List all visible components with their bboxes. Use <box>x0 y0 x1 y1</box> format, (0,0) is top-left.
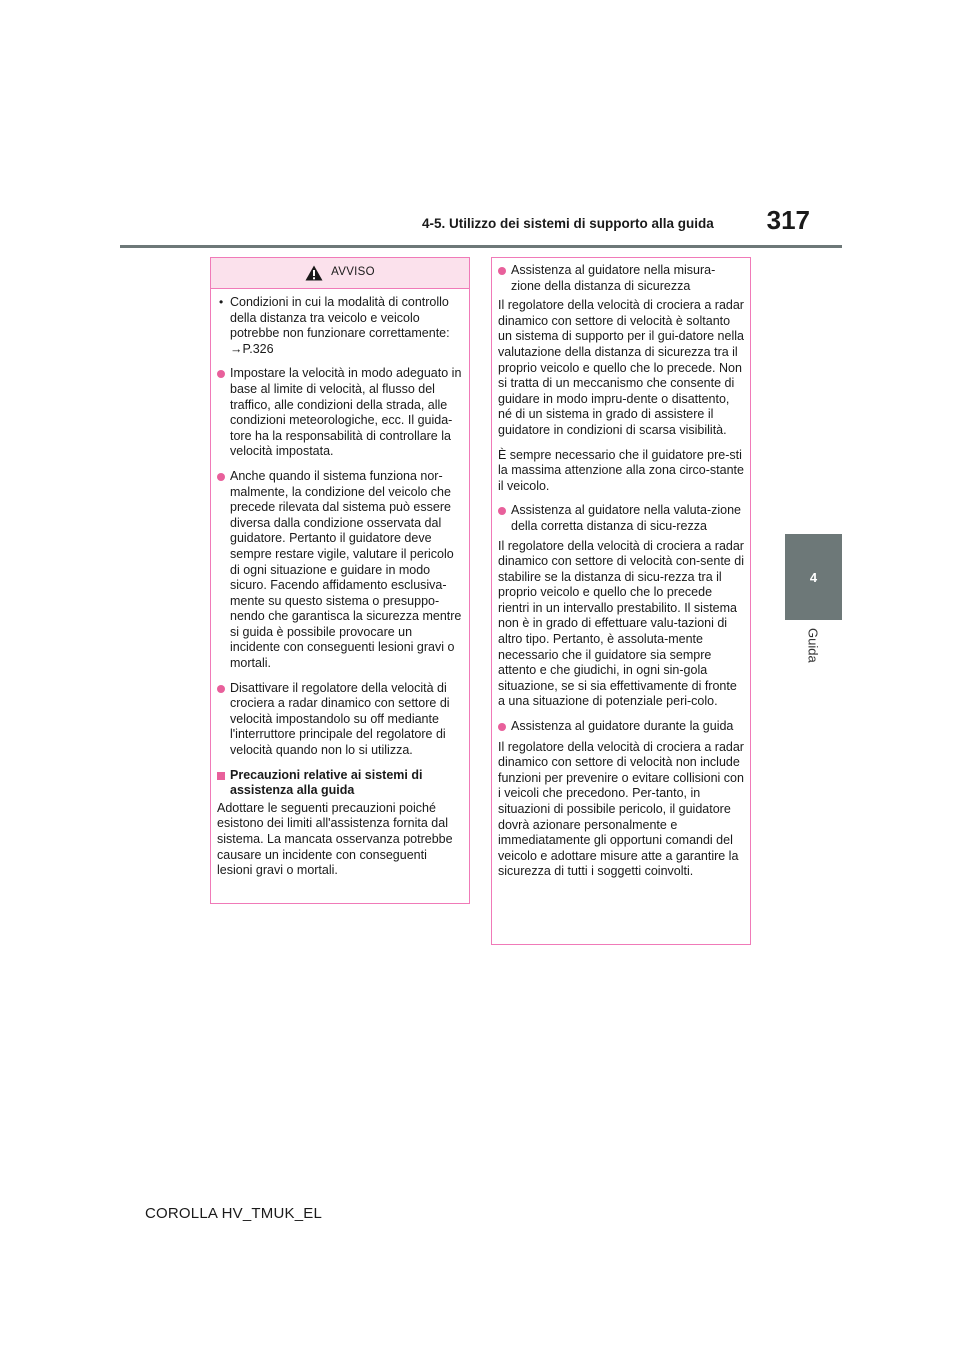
header-rule <box>120 245 842 248</box>
list-item <box>217 295 463 357</box>
list-item <box>498 503 744 534</box>
bullet-dot-icon <box>498 267 506 275</box>
square-bullet-icon <box>217 772 225 780</box>
warning-triangle-icon <box>305 265 323 281</box>
item-paragraph: Il regolatore della velocità di crociera a radar dinamico con settore di velocità non include funzioni per prevenire o evitare collisioni con i veicoli che precedono. Per-tanto, in situazioni di possibile pericolo, il guidatore dovrà azionare personalmente e immediatamente gli opportuni comandi del veicolo e adottare misure atte a garantire la sicurezza di tutti i soggetti coinvolti. <box>498 739 744 879</box>
chapter-number: 4 <box>809 569 818 585</box>
list-item <box>498 263 744 294</box>
item-title: Assistenza al guidatore durante la guida <box>511 719 734 734</box>
bullet-dot-icon <box>217 370 225 378</box>
subheading-paragraph: Adottare le seguenti precauzioni poiché esistono dei limiti all'assistenza fornita dal sistema. La mancata osservanza potrebbe causare un incidente con conseguenti lesioni gravi o mortali. <box>217 800 453 878</box>
bullet-dot-icon <box>498 507 506 515</box>
footer-model: COROLLA HV_TMUK_EL <box>145 1205 322 1222</box>
item-title: Assistenza al guidatore nella misura-zione della distanza di sicurezza <box>511 263 716 293</box>
bullet-icon: • <box>219 295 224 309</box>
item-paragraph: Il regolatore della velocità di crociera a radar dinamico con settore di velocità è soltanto un sistema di supporto per il gui-datore nella valutazione della distanza di sicurezza tra il proprio veicolo e quello che lo precede. Non si tratta di un meccanismo che consente di guidare in modo impru-dente o disattento, né di un sistema in grado di assistere il guidatore in condizioni di scarsa visibilità. <box>498 298 744 437</box>
bullet-dot-icon <box>217 685 225 693</box>
list-item <box>217 366 463 460</box>
warning-box <box>210 257 470 904</box>
page-number: 317 <box>766 205 810 235</box>
item-text: Anche quando il sistema funziona nor-malmente, la condizione del veicolo che precede rilevata dal sistema può essere diversa dalla condizione osservata dal guidatore. Pertanto il guidatore deve sempre restare vigile, valutare il pericolo di ogni situazione e guidare in modo sicuro. Facendo affidamento esclusiva-mente su questo sistema o presuppo-nendo che garantisca la sicurezza mentre si guida è possibile provocare un incidente con conseguenti lesioni gravi o mortali. <box>230 468 462 671</box>
item-title: Assistenza al guidatore nella valuta-zione della corretta distanza di sicu-rezza <box>511 503 741 533</box>
bullet-dot-icon <box>498 723 506 731</box>
item-text: Impostare la velocità in modo adeguato in base al limite di velocità, al flusso del traffico, alle condizioni della strada, alle condizioni meteorologiche, ecc. Il guida-tore ha la responsabilità di controllare la velocità impostata. <box>230 366 462 459</box>
subheading-text: Precauzioni relative ai sistemi di assistenza alla guida <box>230 767 423 798</box>
chapter-label: Guida <box>805 628 821 663</box>
subheading <box>217 768 463 799</box>
list-item <box>498 719 744 736</box>
list-item <box>217 469 463 672</box>
item-paragraph: Il regolatore della velocità di crociera a radar dinamico con settore di velocità con-sente di stabilire se la distanza di sicu-rezza tra il proprio veicolo e quello che lo precede rientri in un intervallo prestabilito. Il sistema non è in grado di effettuare valu-tazioni di altro tipo. Pertanto, è assoluta-mente necessario che il guidatore sia sempre attento e che giudichi, in ogni sin-gola situazione, se si sia effettivamente di fronte a una situazione di potenziale peri-colo. <box>498 538 744 709</box>
section-title: 4-5. Utilizzo dei sistemi di supporto alla guida <box>422 216 714 231</box>
warning-title: AVVISO <box>331 266 375 279</box>
chapter-tab[interactable] <box>785 534 842 620</box>
warning-header <box>211 258 469 289</box>
warning-box-continued <box>491 257 751 945</box>
bullet-text: Condizioni in cui la modalità di controllo della distanza tra veicolo e veicolo potrebbe non funzionare correttamente: <box>230 295 450 341</box>
list-item <box>217 681 463 759</box>
item-text: Disattivare il regolatore della velocità di crociera a radar dinamico con settore di velocità impostandolo su off mediante l'interruttore principale del regolatore di velocità quando non lo si utilizza. <box>230 680 450 758</box>
page-reference-link[interactable]: →P.326 <box>230 341 274 356</box>
bullet-dot-icon <box>217 473 225 481</box>
item-paragraph: È sempre necessario che il guidatore pre-sti la massima attenzione alla zona circo-stante il veicolo. <box>498 447 744 493</box>
